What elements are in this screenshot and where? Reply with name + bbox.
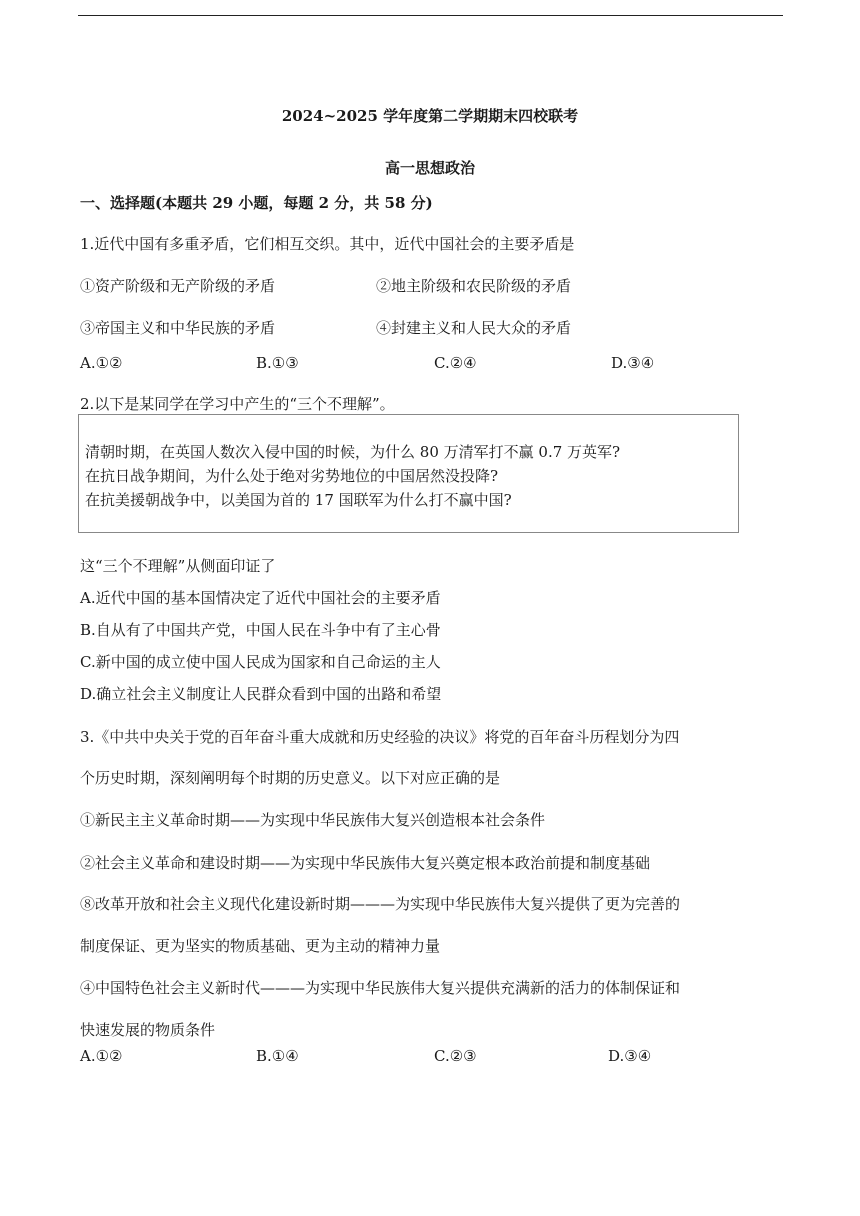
top-rule xyxy=(78,15,783,16)
q3-item-3-line-2: 制度保证、更为坚实的物质基础、更为主动的精神力量 xyxy=(80,937,441,955)
q3-choice-c: C.②③ xyxy=(434,1047,477,1065)
q1-choice-d: D.③④ xyxy=(611,354,655,372)
q1-choice-a: A.①② xyxy=(80,354,123,372)
q3-item-4-line-1: ④中国特色社会主义新时代———为实现中华民族伟大复兴提供充满新的活力的体制保证和 xyxy=(80,979,681,997)
q1-item-3: ③帝国主义和中华民族的矛盾 xyxy=(80,319,276,337)
q1-choice-c: C.②④ xyxy=(434,354,477,372)
q3-choice-d: D.③④ xyxy=(608,1047,652,1065)
q2-material-line-1: 清朝时期，在英国人数次入侵中国的时候，为什么 80 万清军打不赢 0.7 万英军? xyxy=(85,443,621,461)
q3-item-4-line-2: 快速发展的物质条件 xyxy=(80,1021,216,1039)
q3-stem-line-2: 个历史时期，深刻阐明每个时期的历史意义。以下对应正确的是 xyxy=(80,769,501,787)
q3-item-2: ②社会主义革命和建设时期——为实现中华民族伟大复兴奠定根本政治前提和制度基础 xyxy=(80,854,651,872)
q3-item-1: ①新民主主义革命时期——为实现中华民族伟大复兴创造根本社会条件 xyxy=(80,811,546,829)
section-heading: 一、选择题(本题共 29 小题，每题 2 分，共 58 分) xyxy=(80,194,433,212)
q2-choice-b: B.自从有了中国共产党，中国人民在斗争中有了主心骨 xyxy=(80,621,441,639)
q3-item-3-line-1: ⑧改革开放和社会主义现代化建设新时期———为实现中华民族伟大复兴提供了更为完善的 xyxy=(80,895,681,913)
q1-item-1: ①资产阶级和无产阶级的矛盾 xyxy=(80,277,276,295)
q2-choice-a: A.近代中国的基本国情决定了近代中国社会的主要矛盾 xyxy=(80,589,441,607)
exam-title: 2024~2025 学年度第二学期期末四校联考 xyxy=(281,107,579,125)
q3-stem-line-1: 3.《中共中央关于党的百年奋斗重大成就和历史经验的决议》将党的百年奋斗历程划分为四 xyxy=(80,728,680,746)
q3-choice-a: A.①② xyxy=(80,1047,123,1065)
q2-choice-d: D.确立社会主义制度让人民群众看到中国的出路和希望 xyxy=(80,685,442,703)
q2-material-line-2: 在抗日战争期间，为什么处于绝对劣势地位的中国居然没投降? xyxy=(85,467,499,485)
q2-prompt: 这“三个不理解”从侧面印证了 xyxy=(80,557,276,575)
q1-stem: 1.近代中国有多重矛盾，它们相互交织。其中，近代中国社会的主要矛盾是 xyxy=(80,235,575,253)
q2-material-box xyxy=(78,414,739,533)
q2-stem: 2.以下是某同学在学习中产生的“三个不理解”。 xyxy=(80,395,395,413)
q1-choice-b: B.①③ xyxy=(256,354,299,372)
q1-item-2: ②地主阶级和农民阶级的矛盾 xyxy=(376,277,572,295)
exam-subject: 高一思想政治 xyxy=(384,159,475,177)
q2-material-line-3: 在抗美援朝战争中，以美国为首的 17 国联军为什么打不赢中国? xyxy=(85,491,512,509)
q1-item-4: ④封建主义和人民大众的矛盾 xyxy=(376,319,572,337)
q2-choice-c: C.新中国的成立使中国人民成为国家和自己命运的主人 xyxy=(80,653,441,671)
q3-choice-b: B.①④ xyxy=(256,1047,299,1065)
